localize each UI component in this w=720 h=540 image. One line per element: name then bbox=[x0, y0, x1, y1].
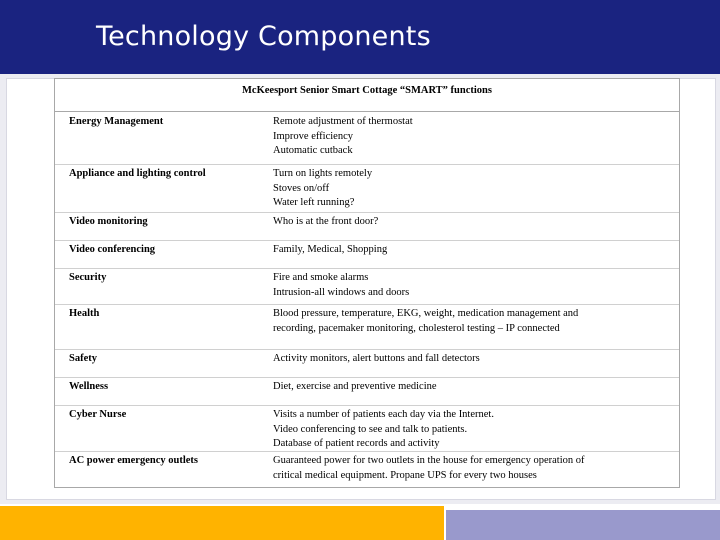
row-label: Energy Management bbox=[69, 116, 164, 127]
value-line: Water left running? bbox=[273, 197, 355, 208]
table-row bbox=[55, 212, 679, 241]
value-line: Visits a number of patients each day via the Internet. bbox=[273, 409, 494, 420]
table-row bbox=[55, 349, 679, 378]
value-line: critical medical equipment. Propane UPS for every two houses bbox=[273, 469, 537, 481]
row-value bbox=[273, 115, 669, 159]
value-line: Activity monitors, alert buttons and fall detectors bbox=[273, 353, 480, 364]
table-row bbox=[55, 377, 679, 406]
table-row bbox=[55, 405, 679, 452]
value-line: Database of patient records and activity bbox=[273, 438, 440, 449]
table-row bbox=[55, 240, 679, 269]
functions-table bbox=[54, 78, 680, 488]
slide-title: Technology Components bbox=[96, 21, 431, 52]
value-line: Intrusion-all windows and doors bbox=[273, 286, 410, 298]
row-value bbox=[273, 271, 669, 300]
value-line: Improve efficiency bbox=[273, 130, 353, 142]
table-row bbox=[55, 268, 679, 305]
row-label: Health bbox=[69, 308, 100, 319]
value-line: Fire and smoke alarms bbox=[273, 272, 369, 283]
row-label: Security bbox=[69, 272, 107, 283]
footer-right-bar bbox=[446, 510, 720, 540]
value-line: Who is at the front door? bbox=[273, 216, 379, 227]
row-value bbox=[273, 454, 669, 483]
row-value bbox=[273, 167, 669, 211]
row-value bbox=[273, 408, 669, 452]
table-row bbox=[55, 304, 679, 350]
value-line: Automatic cutback bbox=[273, 145, 353, 156]
row-value bbox=[273, 380, 669, 395]
row-label: Wellness bbox=[69, 381, 109, 392]
table-row bbox=[55, 112, 679, 165]
row-value bbox=[273, 352, 669, 367]
row-value bbox=[273, 215, 669, 230]
row-label: Video monitoring bbox=[69, 216, 148, 227]
value-line: Stoves on/off bbox=[273, 182, 330, 194]
value-line: Turn on lights remotely bbox=[273, 168, 373, 179]
value-line: Diet, exercise and preventive medicine bbox=[273, 381, 437, 392]
value-line: Family, Medical, Shopping bbox=[273, 244, 388, 255]
row-label: Appliance and lighting control bbox=[69, 168, 206, 179]
table-heading: McKeesport Senior Smart Cottage “SMART” functions bbox=[55, 79, 679, 112]
row-label: Video conferencing bbox=[69, 244, 156, 255]
row-value bbox=[273, 307, 669, 336]
row-label: Safety bbox=[69, 353, 97, 364]
value-line: Video conferencing to see and talk to patients. bbox=[273, 423, 468, 435]
footer-left-bar bbox=[0, 506, 444, 540]
value-line: Guaranteed power for two outlets in the house for emergency operation of bbox=[273, 455, 585, 466]
value-line: Blood pressure, temperature, EKG, weight, medication management and bbox=[273, 308, 579, 319]
title-bar bbox=[0, 0, 720, 74]
row-value bbox=[273, 243, 669, 258]
value-line: Remote adjustment of thermostat bbox=[273, 116, 413, 127]
row-label: Cyber Nurse bbox=[69, 409, 127, 420]
table-row bbox=[55, 164, 679, 213]
table-row bbox=[55, 451, 679, 487]
row-label: AC power emergency outlets bbox=[69, 455, 198, 466]
value-line: recording, pacemaker monitoring, cholesterol testing – IP connected bbox=[273, 322, 560, 334]
